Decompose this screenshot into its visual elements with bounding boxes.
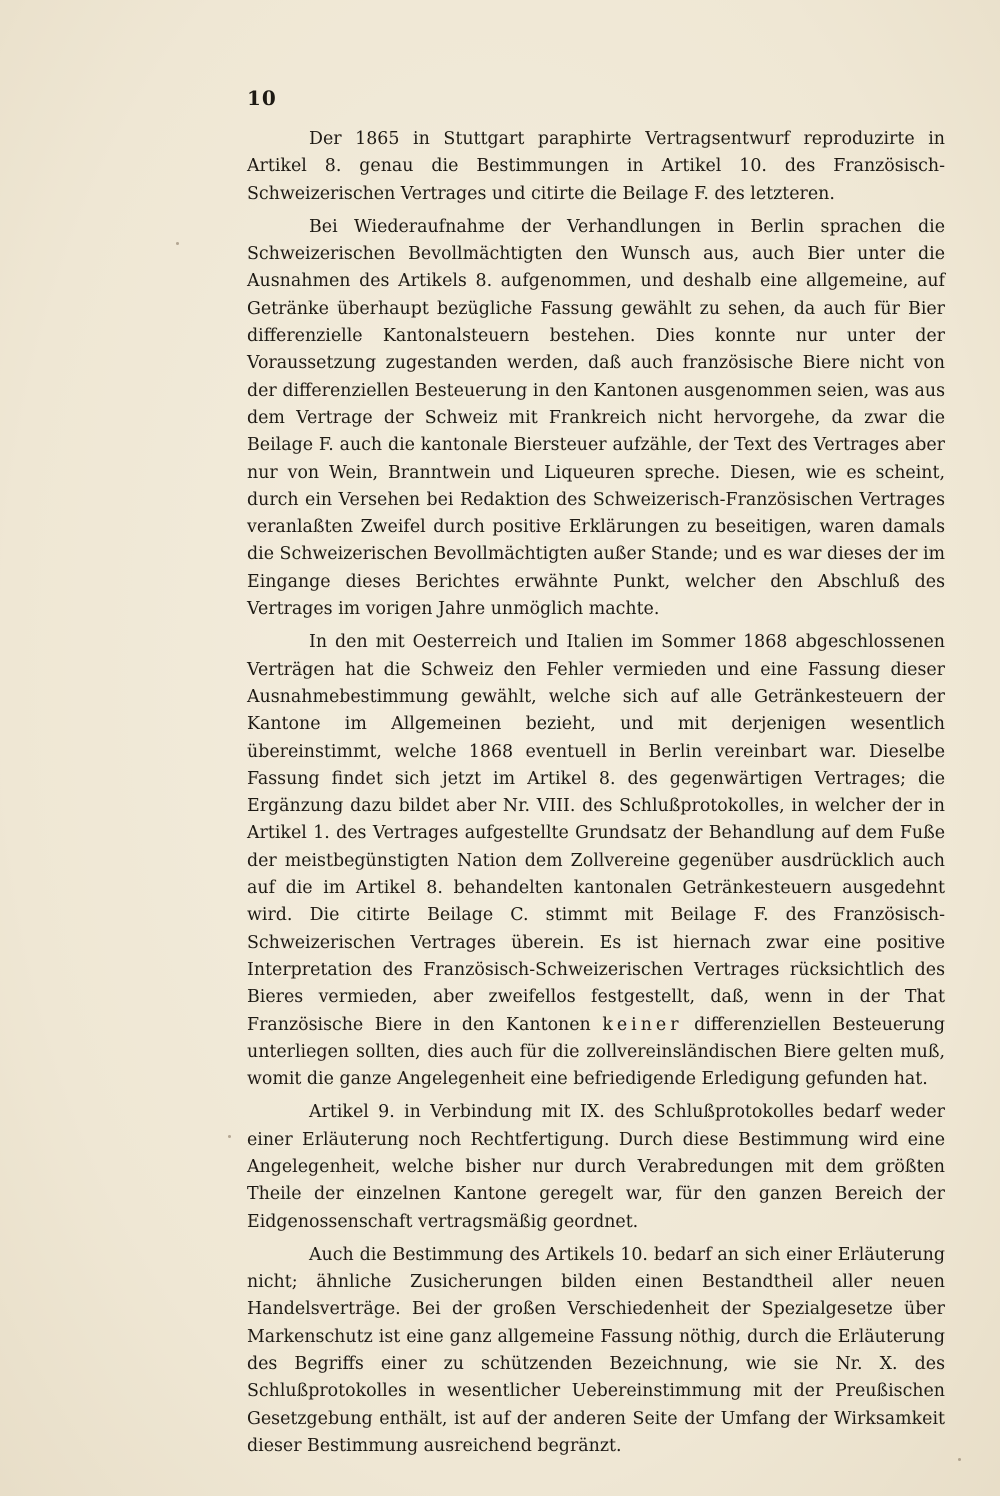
paragraph-austria-italy-treaties	[247, 629, 945, 1093]
paragraph-berlin-negotiations: Bei Wiederaufnahme der Verhandlungen in Berlin sprachen die Schweizerischen Bevollmächtigten den Wunsch aus, auch Bier unter die Ausnahmen des Artikels 8. aufgenommen, und deshalb eine allgemeine, auf Getränke überhaupt bezügliche Fassung gewählt zu sehen, da auch für Bier differenzielle Kantonalsteuern bestehen. Dies konnte nur unter der Voraussetzung zugestanden werden, daß auch französische Biere nicht von der differenziellen Besteuerung in den Kantonen ausgenommen seien, was aus dem Vertrage der Schweiz mit Frankreich nicht hervorgehe, da zwar die Beilage F. auch die kantonale Biersteuer aufzähle, der Text des Vertrages aber nur von Wein, Branntwein und Liqueuren spreche. Diesen, wie es scheint, durch ein Versehen bei Redaktion des Schweizerisch-Französischen Vertrages veranlaßten Zweifel durch positive Erklärungen zu beseitigen, waren damals die Schweizerischen Bevollmächtigten außer Stande; und es war dieses der im Eingange dieses Berichtes erwähnte Punkt, welcher den Abschluß des Vertrages im vorigen Jahre unmöglich machte.	[247, 216, 945, 620]
body-text	[247, 126, 945, 1460]
emphasized-word: keiner	[602, 1014, 683, 1035]
paper-speck	[176, 242, 179, 245]
paper-speck	[228, 1135, 231, 1138]
paragraph-text-continued: differenziellen Besteuerung unterliegen sollten, dies auch für die zollvereinsländischen Biere gelten muß, womit die ganze Angelegenheit eine befriedigende Erledigung gefunden hat.	[247, 1014, 946, 1090]
paragraph-text: In den mit Oesterreich und Italien im Sommer 1868 abgeschlossenen Verträgen hat die Schweiz den Fehler vermieden und eine Fassung dieser Ausnahmebestimmung gewählt, welche sich auf alle Getränkesteuern der Kantone im Allgemeinen bezieht, und mit derjenigen wesentlich übereinstimmt, welche 1868 eventuell in Berlin vereinbart war. Dieselbe Fassung findet sich jetzt im Artikel 8. des gegenwärtigen Vertrages; die Ergänzung dazu bildet aber Nr. VIII. des Schlußprotokolles, in welcher der in Artikel 1. des Vertrages aufgestellte Grundsatz der Behandlung auf dem Fuße der meistbegünstigten Nation dem Zollvereine gegenüber ausdrücklich auch auf die im Artikel 8. behandelten kantonalen Getränkesteuern ausgedehnt wird. Die citirte Beilage C. stimmt mit Beilage F. des Französisch-Schweizerischen Vertrages überein. Es ist hiernach zwar eine positive Interpretation des Französisch-Schweizerischen Vertrages rücksichtlich des Bieres vermieden, aber zweifellos festgestellt, daß, wenn in der That Französische Biere in den Kantonen	[247, 632, 945, 1035]
page-number: 10	[247, 86, 277, 110]
paragraph-article-9: Artikel 9. in Verbindung mit IX. des Schlußprotokolles bedarf weder einer Erläuterung noch Rechtfertigung. Durch diese Bestimmung wird eine Angelegenheit, welche bisher nur durch Verabredungen mit dem größten Theile der einzelnen Kantone geregelt war, für den ganzen Bereich der Eidgenossenschaft vertragsmäßig geordnet.	[247, 1102, 945, 1232]
paper-speck	[958, 1458, 961, 1461]
paragraph-stuttgart-draft: Der 1865 in Stuttgart paraphirte Vertragsentwurf reproduzirte in Artikel 8. genau die Bestimmungen in Artikel 10. des Französisch-Schweizerischen Vertrages und citirte die Beilage F. des letzteren.	[247, 129, 945, 204]
paragraph-article-10: Auch die Bestimmung des Artikels 10. bedarf an sich einer Erläuterung nicht; ähnliche Zusicherungen bilden einen Bestandtheil aller neuen Handelsverträge. Bei der großen Verschiedenheit der Spezialgesetze über Markenschutz ist eine ganz allgemeine Fassung nöthig, durch die Erläuterung des Begriffs einer zu schützenden Bezeichnung, wie sie Nr. X. des Schlußprotokolles in wesentlicher Uebereinstimmung mit der Preußischen Gesetzgebung enthält, ist auf der anderen Seite der Umfang der Wirksamkeit dieser Bestimmung ausreichend begränzt.	[247, 1244, 945, 1456]
